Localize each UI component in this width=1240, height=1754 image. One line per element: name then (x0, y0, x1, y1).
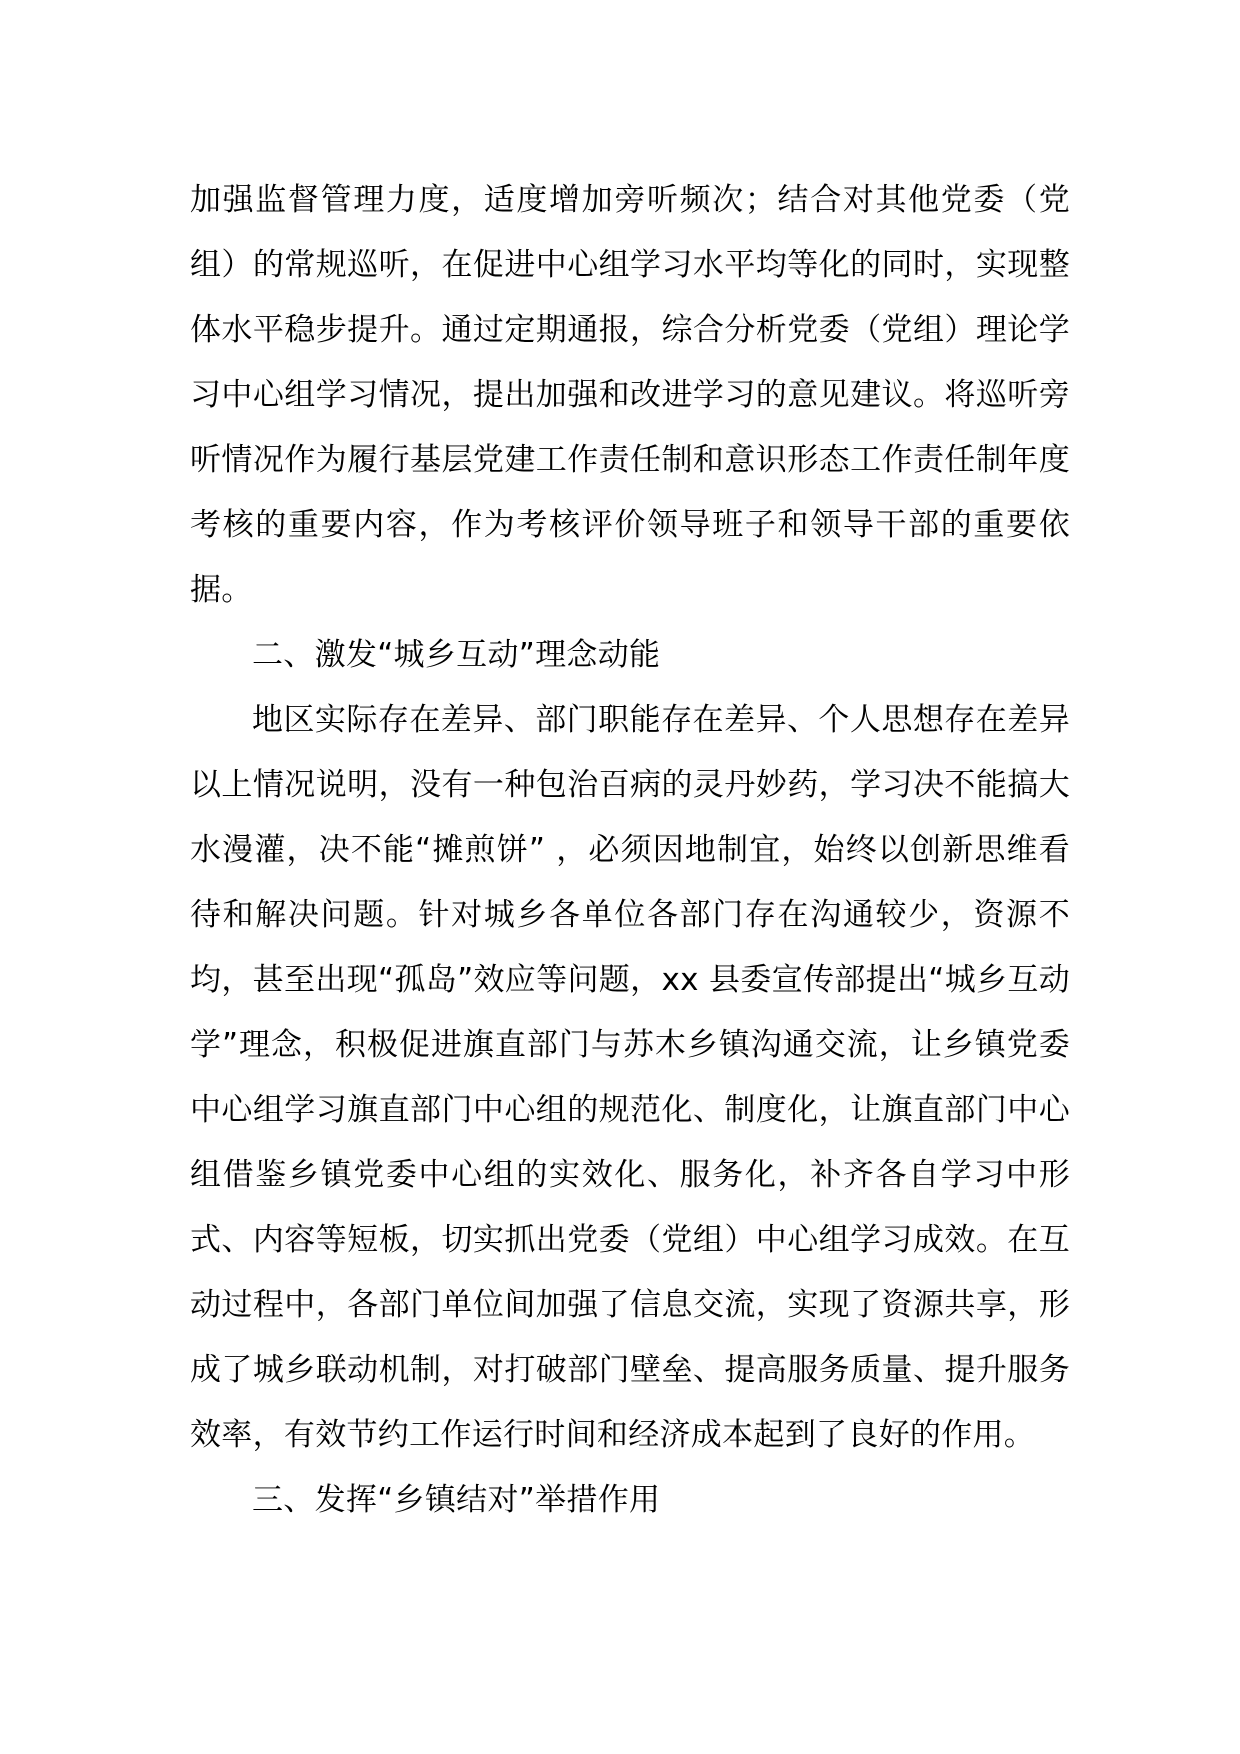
document-body (190, 168, 1070, 1533)
paragraph-continued: 加强监督管理力度，适度增加旁听频次；结合对其他党委（党组）的常规巡听，在促进中心组学习水平均等化的同时，实现整体水平稳步提升。通过定期通报，综合分析党委（党组）理论学习中心组学习情况，提出加强和改进学习的意见建议。将巡听旁听情况作为履行基层党建工作责任制和意识形态工作责任制年度考核的重要内容，作为考核评价领导班子和领导干部的重要依据。 (190, 182, 1070, 608)
section-heading-3: 三、发挥“乡镇结对”举措作用 (252, 1482, 661, 1518)
paragraph-section-2: 地区实际存在差异、部门职能存在差异、个人思想存在差异 以上情况说明，没有一种包治百病的灵丹妙药，学习决不能搞大水漫灌，决不能“摊煎饼” ，必须因地制宜，始终以创新思维看待和解决问题。针对城乡各单位各部门存在沟通较少，资源不均，甚至出现“孤岛”效应等问题，xx 县委宣传部提出“城乡互动学”理念，积极促进旗直部门与苏木乡镇沟通交流，让乡镇党委中心组学习旗直部门中心组的规范化、制度化，让旗直部门中心组借鉴乡镇党委中心组的实效化、服务化，补齐各自学习中形式、内容等短板，切实抓出党委（党组）中心组学习成效。在互动过程中，各部门单位间加强了信息交流，实现了资源共享，形成了城乡联动机制，对打破部门壁垒、提高服务质量、提升服务效率，有效节约工作运行时间和经济成本起到了良好的作用。 (190, 702, 1070, 1453)
section-heading-2: 二、激发“城乡互动”理念动能 (252, 637, 661, 673)
